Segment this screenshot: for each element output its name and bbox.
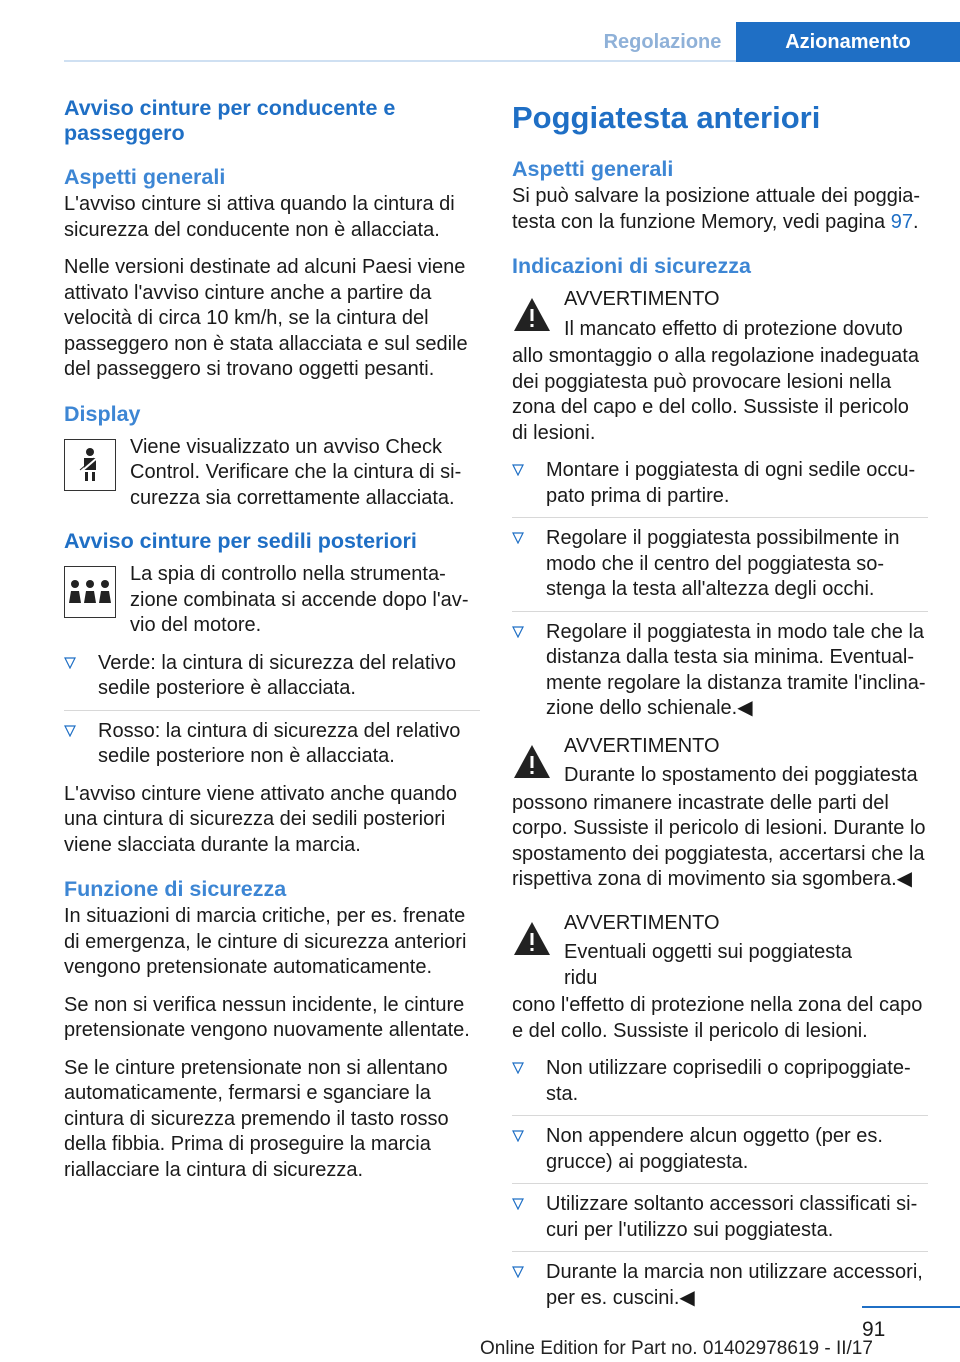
general-heading-right: Aspetti generali <box>512 157 674 181</box>
right-column <box>512 96 928 1323</box>
list-item: Verde: la cintura di sicurezza del relativo sedile posteriore è allacciata. <box>64 651 480 711</box>
footer-rule <box>862 1306 960 1308</box>
edition-footer: Online Edition for Part no. 01402978619 - II/17 <box>480 1338 873 1359</box>
warning-triangle-icon <box>512 919 552 959</box>
triangle-bullet-icon <box>512 464 524 476</box>
rear-seatbelt-title: Avviso cinture per sedili posteriori <box>64 529 417 553</box>
list-item: Non appendere alcun oggetto (per es. grucce) ai poggiatesta. <box>512 1124 928 1184</box>
general-heading-left: Aspetti generali <box>64 165 226 189</box>
rear-row <box>64 562 480 639</box>
safety-function-p3: Se le cinture pretensionate non si allentano automaticamente, fermarsi e sganciare la cintura di sicurezza premendo il tasto rosso della fibbia. Prima di proseguire la marcia riallacciare la cintura di sicurezza. <box>64 1056 449 1181</box>
list-item: Regolare il poggiatesta in modo tale che la distanza dalla testa sia minima. Eventualmente regolare la distanza tramite l'inclinazione dello schienale.◀ <box>512 620 928 722</box>
triangle-bullet-icon <box>64 725 76 737</box>
warning-3-bullets <box>512 1056 928 1311</box>
triangle-bullet-icon <box>512 1062 524 1074</box>
triangle-bullet-icon <box>64 657 76 669</box>
triangle-bullet-icon <box>512 626 524 638</box>
warning-text: cono l'effetto di protezione nella zona del capo e del collo. Sussiste il pericolo di lesioni. <box>512 994 923 1042</box>
page-number: 91 <box>862 1318 886 1341</box>
triangle-bullet-icon <box>512 1130 524 1142</box>
triangle-bullet-icon <box>512 1266 524 1278</box>
safety-function-heading: Funzione di sicurezza <box>64 877 287 901</box>
seatbelt-driver-title: Avviso cinture per conducente e passeggero <box>64 96 396 145</box>
list-item: Rosso: la cintura di sicurezza del relativo sedile posteriore non è allacciata. <box>64 719 480 770</box>
warning-label: AVVERTIMENTO <box>564 288 720 310</box>
warning-label: AVVERTIMENTO <box>564 911 720 934</box>
warning-triangle-icon <box>512 742 552 782</box>
warning-3 <box>512 911 928 1045</box>
rear-bullet-list <box>64 651 480 770</box>
safety-heading: Indicazioni di sicurezza <box>512 254 751 278</box>
headrest-title: Poggiatesta anteriori <box>512 100 821 135</box>
rear-seatbelt-icon <box>64 566 116 618</box>
list-item: Non utilizzare coprisedili o copripoggiatesta. <box>512 1056 928 1116</box>
display-row <box>64 435 480 512</box>
warning-text: allo smontaggio o alla regolazione inadeguata dei poggiatesta può provocare lesioni nella zona del capo e del collo. Sussiste il pericolo di lesioni. <box>512 345 919 444</box>
display-text: Viene visualizzato un avviso Check Control. Verificare che la cintura di sicurezza sia correttamente allacciata. <box>130 435 462 509</box>
safety-function-p1: In situazioni di marcia critiche, per es. frenate di emergenza, le cinture di sicurezza anteriori vengono pretensionate automaticamente. <box>64 905 467 978</box>
rear-text: La spia di controllo nella strumentazione combinata si accende dopo l'avvio del motore. <box>130 563 469 636</box>
warning-1 <box>512 287 928 446</box>
warning-text: possono rimanere incastrate delle parti del corpo. Sussiste il pericolo di lesioni. Durante lo spostamento dei poggiatesta, accertarsi che la rispettiva zona di movimento sia sgombera.◀ <box>512 791 926 890</box>
safety-function-p2: Se non si verifica nessun incidente, le cinture pretensionate vengono nuovamente allentate. <box>64 993 470 1041</box>
headrest-general-text: Si può salvare la posizione attuale dei poggiatesta con la funzione Memory, vedi pagina 97. <box>512 185 921 233</box>
warning-1-bullets <box>512 458 928 722</box>
warning-first-line: Eventuali oggetti sui poggiatesta ridu <box>564 941 852 989</box>
general-paragraph-1: L'avviso cinture si attiva quando la cintura di sicurezza del conducente non è allacciata. <box>64 193 455 241</box>
tab-regolazione[interactable]: Regolazione <box>603 30 722 53</box>
warning-triangle-icon <box>512 295 552 335</box>
list-item: Montare i poggiatesta di ogni sedile occupato prima di partire. <box>512 458 928 518</box>
general-paragraph-2: Nelle versioni destinate ad alcuni Paesi viene attivato l'avviso cinture anche a partire da velocità di circa 10 km/h, se la cintura del passeggero non è stata allacciata e sul sedile del passeggero si trovano oggetti pesanti. <box>64 256 468 380</box>
warning-2 <box>512 734 928 893</box>
warning-first-line: Il mancato effetto di protezione dovuto <box>564 317 903 340</box>
seatbelt-warning-icon <box>64 439 116 491</box>
list-item: Regolare il poggiatesta possibilmente in modo che il centro del poggiatesta sostenga la testa all'altezza degli occhi. <box>512 526 928 612</box>
list-item: Utilizzare soltanto accessori classificati sicuri per l'utilizzo sui poggiatesta. <box>512 1192 928 1252</box>
page-link[interactable]: 97 <box>890 210 913 233</box>
warning-first-line: Durante lo spostamento dei poggiatesta <box>564 764 918 786</box>
rear-after-text: L'avviso cinture viene attivato anche quando una cintura di sicurezza dei sedili posteriori viene slacciata durante la marcia. <box>64 782 457 856</box>
warning-label: AVVERTIMENTO <box>564 734 720 757</box>
left-column <box>64 96 480 1195</box>
triangle-bullet-icon <box>512 532 524 544</box>
triangle-bullet-icon <box>512 1198 524 1210</box>
list-item: Durante la marcia non utilizzare accessori, per es. cuscini.◀ <box>512 1260 928 1311</box>
tab-azionamento[interactable]: Azionamento <box>736 22 960 62</box>
display-heading: Display <box>64 401 141 426</box>
